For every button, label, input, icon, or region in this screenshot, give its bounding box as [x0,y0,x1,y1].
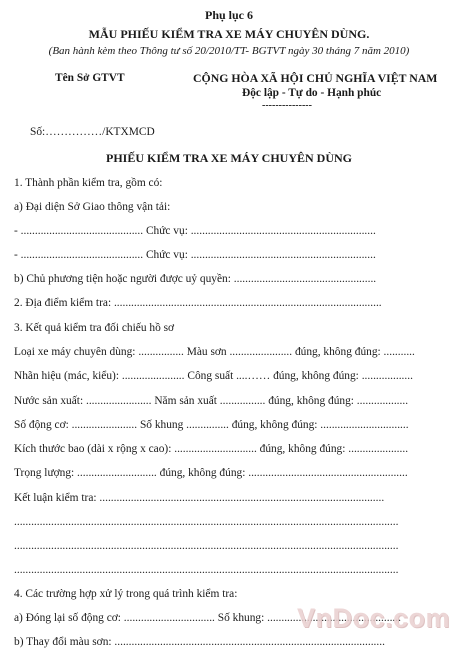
member-line-2: - ........................................... Chức vụ: ................................................................. [14,249,376,261]
conclusion-line: Kết luận kiểm tra: .................................................................................................... [14,492,385,504]
nation-name: CỘNG HÒA XÃ HỘI CHỦ NGHĨA VIỆT NAM [193,71,438,85]
member-line-1: - ........................................... Chức vụ: ................................................................. [14,225,376,237]
blank-line-2: ....................................................................................................................................... [14,540,399,552]
vehicle-type-line: Loại xe máy chuyên dùng: ................ Màu sơn ...................... đúng, không đúng: ........... [14,346,415,358]
owner-line: b) Chủ phương tiện hoặc người được uỷ quyền: .................................................. [14,273,377,285]
brand-line: Nhãn hiệu (mác, kiểu): ...................... Công suất ....…… đúng, không đúng: .................. [14,370,413,382]
form-title: MẪU PHIẾU KIỂM TRA XE MÁY CHUYÊN DÙNG. [88,27,370,41]
issued-note: (Ban hành kèm theo Thông tư số 20/2010/TT- BGTVT ngày 30 tháng 7 năm 2010) [48,45,410,57]
transport-dept-representative-line: a) Đại diện Sở Giao thông vận tải: [14,201,171,213]
country-line: Nước sản xuất: ....................... Năm sản xuất ................ đúng, không đúng: .................. [14,395,409,407]
paint-change-line: b) Thay đổi màu sơn: ............................................................................................... [14,636,385,648]
watermark-logo: VnDoc.com [296,603,450,633]
authority-name: Tên Sở GTVT [55,72,125,84]
weight-line: Trọng lượng: ............................ đúng, không đúng: ........................................................ [14,467,408,479]
section-4-heading: 4. Các trường hợp xử lý trong quá trình kiểm tra: [14,588,238,600]
engine-restamp-line: a) Đóng lại số động cơ: ................................ Số khung: ............................................... [14,612,401,624]
engine-number-line: Số động cơ: ....................... Số khung ............... đúng, không đúng: ............................... [14,419,409,431]
blank-line-1: ....................................................................................................................................... [14,516,399,528]
section-3-heading: 3. Kết quả kiểm tra đối chiếu hồ sơ [14,322,175,334]
motto-rule: --------------- [262,100,312,111]
blank-line-3: ....................................................................................................................................... [14,564,399,576]
document-number: Số:……………/KTXMCD [30,126,155,138]
motto: Độc lập - Tự do - Hạnh phúc [242,87,382,99]
inspection-location-line: 2. Địa điểm kiểm tra: .............................................................................................. [14,297,382,309]
dimensions-line: Kích thước bao (dài x rộng x cao): ............................. đúng, không đúng: ..................... [14,443,409,455]
section-1-heading: 1. Thành phần kiểm tra, gồm có: [14,177,163,189]
appendix-label: Phụ lục 6 [204,8,253,22]
document-title: PHIẾU KIỂM TRA XE MÁY CHUYÊN DÙNG [105,151,352,165]
